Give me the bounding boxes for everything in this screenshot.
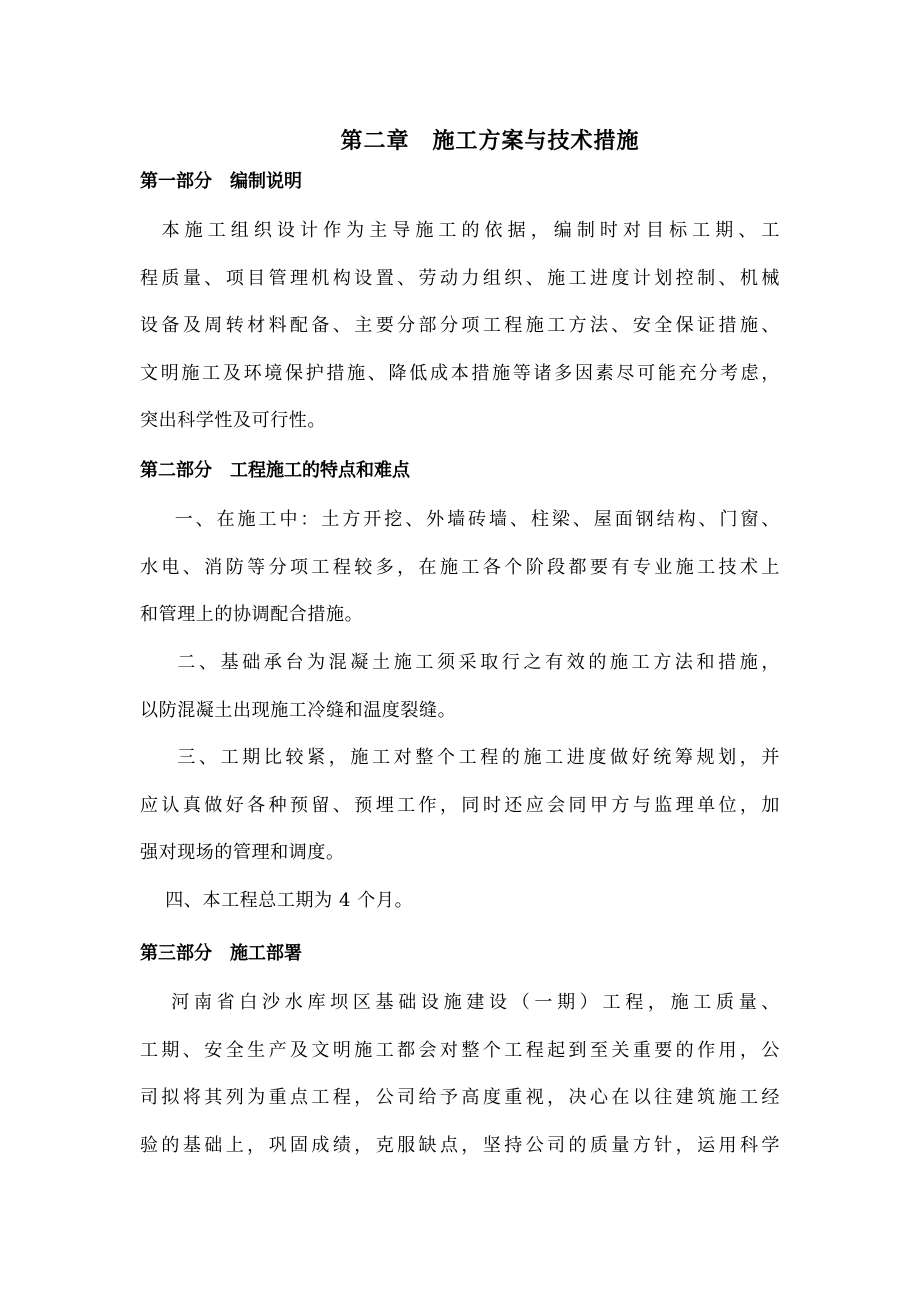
paragraph-line: 水电、消防等分项工程较多，在施工各个阶段都要有专业施工技术上 <box>140 556 780 578</box>
chapter-title: 第二章 施工方案与技术措施 <box>340 128 640 154</box>
section-heading-3: 第三部分 施工部署 <box>140 943 302 964</box>
section-1-paragraph-1 <box>140 207 780 445</box>
section-2-paragraph-3 <box>140 734 780 877</box>
section-3-paragraph-1 <box>140 979 780 1169</box>
paragraph-line: 应认真做好各种预留、预埋工作，同时还应会同甲方与监理单位，加 <box>140 794 780 816</box>
paragraph-line: 二、基础承台为混凝土施工须采取行之有效的施工方法和措施， <box>140 652 780 673</box>
paragraph-line: 程质量、项目管理机构设置、劳动力组织、施工进度计划控制、机械 <box>140 267 780 289</box>
paragraph-line: 设备及周转材料配备、主要分部分项工程施工方法、安全保证措施、 <box>140 315 780 336</box>
paragraph-line: 司拟将其列为重点工程，公司给予高度重视，决心在以往建筑施工经 <box>140 1087 780 1108</box>
paragraph-line: 四、本工程总工期为 4 个月。 <box>140 890 414 911</box>
paragraph-line: 以防混凝土出现施工冷缝和温度裂缝。 <box>140 699 457 721</box>
paragraph-line: 文明施工及环境保护措施、降低成本措施等诸多因素尽可能充分考虑， <box>140 362 780 384</box>
paragraph-line: 和管理上的协调配合措施。 <box>140 604 364 625</box>
section-2-paragraph-1 <box>140 496 780 639</box>
paragraph-line: 工期、安全生产及文明施工都会对整个工程起到至关重要的作用，公 <box>140 1039 780 1061</box>
paragraph-line: 验的基础上，巩固成绩，克服缺点，坚持公司的质量方针，运用科学 <box>140 1134 780 1156</box>
paragraph-line: 三、工期比较紧，施工对整个工程的施工进度做好统筹规划，并 <box>140 747 780 768</box>
paragraph-line: 强对现场的管理和调度。 <box>140 842 345 863</box>
paragraph-line: 突出科学性及可行性。 <box>140 410 326 431</box>
paragraph-line: 本施工组织设计作为主导施工的依据，编制时对目标工期、工 <box>140 220 780 241</box>
paragraph-line: 河南省白沙水库坝区基础设施建设（一期）工程，施工质量、 <box>140 992 780 1013</box>
paragraph-line: 一、在施工中：土方开挖、外墙砖墙、柱梁、屋面钢结构、门窗、 <box>140 509 780 530</box>
section-2-paragraph-2 <box>140 639 780 734</box>
section-heading-1: 第一部分 编制说明 <box>140 171 302 192</box>
section-heading-2: 第二部分 工程施工的特点和难点 <box>140 460 410 481</box>
section-2-paragraph-4 <box>140 877 780 925</box>
